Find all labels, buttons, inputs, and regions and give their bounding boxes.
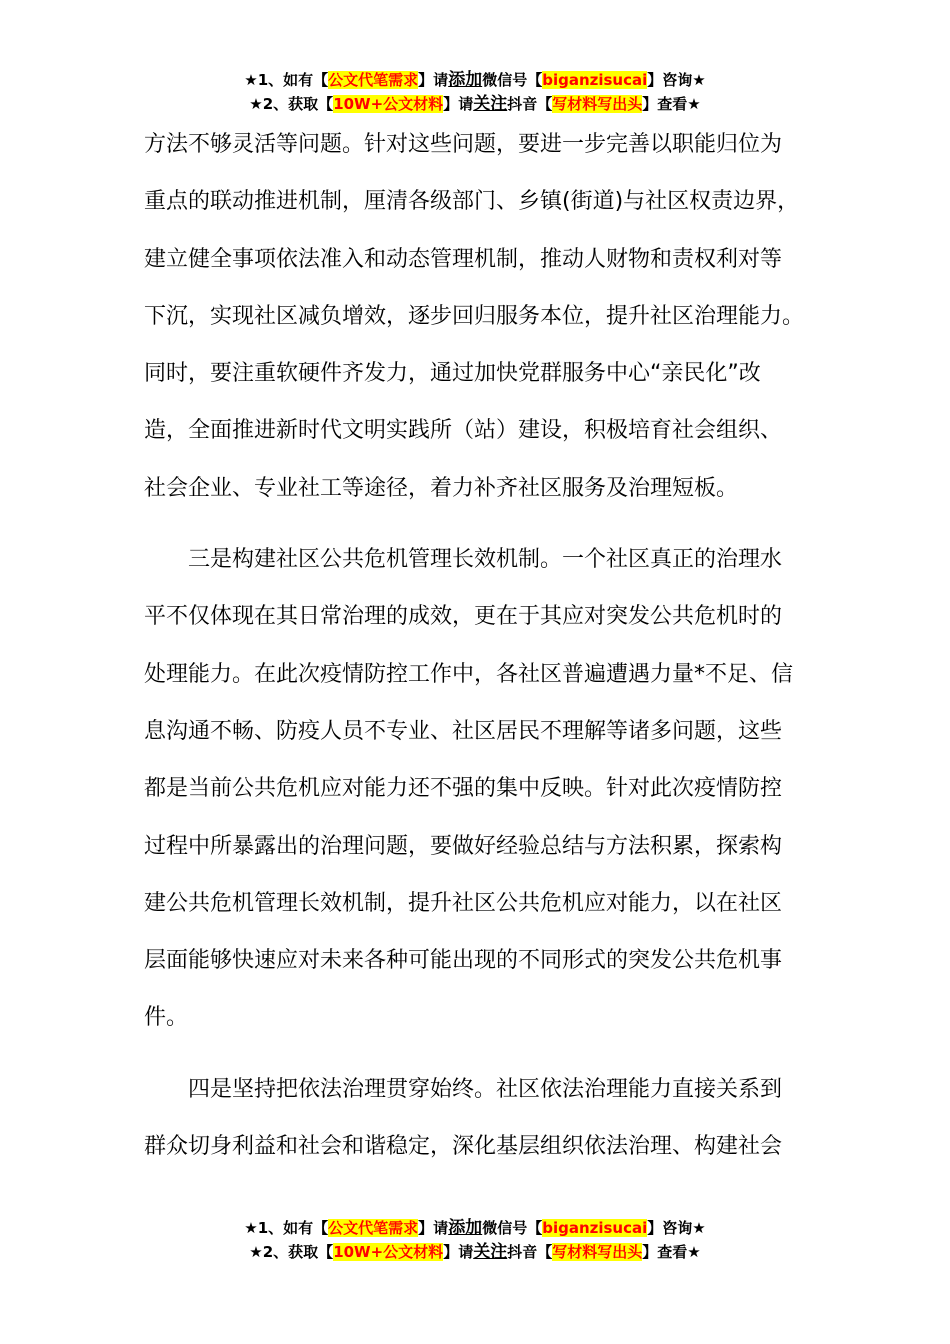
- text-line: 件。: [144, 1005, 189, 1031]
- text-line: 方法不够灵活等问题。针对这些问题，要进一步完善以职能归位为: [144, 132, 783, 157]
- text-line: 造，全面推进新时代文明实践所（站）建设，积极培育社会组织、: [144, 418, 783, 444]
- text-line: 四是坚持把依法治理贯穿始终。社区依法治理能力直接关系到: [144, 1076, 783, 1102]
- banner-text: 】请: [443, 1243, 474, 1261]
- banner-text: 】咨询★: [647, 1219, 706, 1237]
- text-line: 下沉，实现社区减负增效，逐步回归服务本位，提升社区治理能力。: [144, 303, 805, 329]
- highlight-text: 写材料写出头: [552, 1243, 643, 1261]
- emphasis-text: 添加: [448, 1218, 483, 1238]
- banner-text: 微信号【: [482, 71, 543, 89]
- text-line: 建公共危机管理长效机制，提升社区公共危机应对能力，以在社区: [144, 890, 783, 916]
- text-line: 层面能够快速应对未来各种可能出现的不同形式的突发公共危机事: [144, 948, 783, 974]
- banner-text: ★1、如有【: [244, 1219, 329, 1237]
- highlight-text: biganzisucai: [542, 71, 648, 89]
- paragraph: [144, 531, 824, 1047]
- banner-text: ★2、获取【: [249, 1243, 334, 1261]
- text-line: 平不仅体现在其日常治理的成效，更在于其应对突发公共危机时的: [144, 604, 783, 630]
- paragraph: [144, 1061, 824, 1176]
- text-line: 社会企业、专业社工等途径，着力补齐社区服务及治理短板。: [144, 475, 739, 501]
- paragraph-spacer: [144, 517, 824, 531]
- text-line: 三是构建社区公共危机管理长效机制。一个社区真正的治理水: [144, 547, 783, 573]
- text-line: 建立健全事项依法准入和动态管理机制，推动人财物和责权利对等: [144, 246, 783, 272]
- banner-text: 】请: [418, 1219, 449, 1237]
- text-line: 过程中所暴露出的治理问题，要做好经验总结与方法积累，探索构: [144, 833, 783, 859]
- banner-line-2: [0, 92, 950, 116]
- banner-text: 】请: [418, 71, 449, 89]
- banner-text: 】查看★: [642, 1243, 701, 1261]
- banner-line-1: [0, 1216, 950, 1240]
- banner-line-2: [0, 1240, 950, 1264]
- paragraph: [144, 116, 824, 517]
- paragraph-spacer: [144, 1047, 824, 1061]
- banner-text: 抖音【: [507, 1243, 553, 1261]
- text-line: 重点的联动推进机制，厘清各级部门、乡镇(街道)与社区权责边界，: [144, 189, 800, 215]
- text-line: 群众切身利益和社会和谐稳定，深化基层组织依法治理、构建社会: [144, 1134, 783, 1160]
- highlight-text: 10W+公文材料: [333, 95, 444, 113]
- footer-banner: [0, 1216, 950, 1264]
- banner-text: 微信号【: [482, 1219, 543, 1237]
- banner-text: ★2、获取【: [249, 95, 334, 113]
- banner-text: ★1、如有【: [244, 71, 329, 89]
- emphasis-text: 关注: [473, 1242, 508, 1262]
- emphasis-text: 添加: [448, 70, 483, 90]
- highlight-text: biganzisucai: [542, 1219, 648, 1237]
- document-body: [144, 116, 824, 1175]
- banner-text: 抖音【: [507, 95, 553, 113]
- highlight-text: 10W+公文材料: [333, 1243, 444, 1261]
- text-line: 都是当前公共危机应对能力还不强的集中反映。针对此次疫情防控: [144, 776, 783, 802]
- banner-line-1: [0, 68, 950, 92]
- text-line: 同时，要注重软硬件齐发力，通过加快党群服务中心“亲民化”改: [144, 361, 761, 387]
- text-line: 处理能力。在此次疫情防控工作中，各社区普遍遭遇力量*不足、信: [144, 661, 794, 687]
- banner-text: 】查看★: [642, 95, 701, 113]
- header-banner: [0, 68, 950, 116]
- text-line: 息沟通不畅、防疫人员不专业、社区居民不理解等诸多问题，这些: [144, 718, 783, 744]
- highlight-text: 写材料写出头: [552, 95, 643, 113]
- highlight-text: 公文代笔需求: [328, 1219, 419, 1237]
- highlight-text: 公文代笔需求: [328, 71, 419, 89]
- banner-text: 】请: [443, 95, 474, 113]
- emphasis-text: 关注: [473, 94, 508, 114]
- banner-text: 】咨询★: [647, 71, 706, 89]
